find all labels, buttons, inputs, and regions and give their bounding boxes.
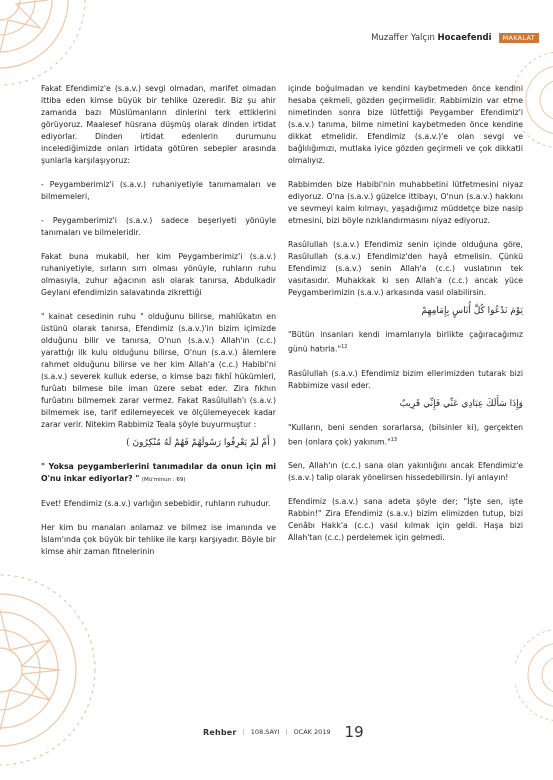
paragraph: Rabbimden bize Habibi'nin muhabbetini lütfetmesini niyaz ediyoruz. O'na (s.a.v.) güzelce ittibayı, O'nun (s.a.v.) hakkını ve sevmeyi kaim kılmayı, yaşadığımız müddetçe bize nasip etmesini, bizi böyle nzıklandırmasını niyaz ediyoruz.: [288, 180, 523, 225]
author-first-name: Muzaffer Yalçın: [371, 33, 435, 43]
magazine-logo: Rehber: [203, 727, 237, 737]
paragraph: Her kim bu manaları anlamaz ve bilmez ise imanında ve İslam'ında çok büyük bir tehlike ile karşı karşıyadır. Böyle bir kimse ahir zaman fitnelerinin: [41, 523, 276, 556]
page-header: [371, 33, 539, 43]
paragraph: Evet! Efendimiz (s.a.v.) varlığın sebebidir, ruhların ruhudur.: [41, 499, 271, 508]
page-footer: [203, 723, 364, 741]
mandala-ornament-bottom-left: [0, 560, 110, 780]
author-last-name: Hocaefendi: [437, 33, 492, 43]
mandala-ornament-right-bottom: [515, 620, 553, 730]
verse-translation: [288, 422, 523, 449]
divider: |: [242, 728, 245, 736]
paragraph: Fakat buna mukabil, her kim Peygamberimiz'i (s.a.v.) ruhaniyetiyle, sırların sırrı olması yönüyle, ruhların ruhu olmasıyla, zuhur ağacının aslı olarak tanırsa, Abdulkadir Geylani efendimizin salavatında zikrettiği: [41, 252, 276, 297]
paragraph: içinde boğulmadan ve kendini kaybetmeden önce kendini hesaba çekmeli, gözden geçirmelidir. Rabbimizin var etme nimetinden sonra bize lütfettiği Peygamber Efendimiz'i (s.a.v.) tanıma, bilme nimetini kaybetmeden önce kendine dikkat etmelidir. Efendimiz (s.a.v.)'e olan sevgi ve bağlılığımızı, mutlaka iyice gözden geçirmeli ve çok dikkatli olmalıyız.: [288, 84, 523, 165]
paragraph: Rasûlullah (s.a.v.) Efendimiz senin içinde olduğuna göre, Rasûlullah (s.a.v.) Efendimiz'den hayâ etmelisin. Çünkü Efendimiz (s.a.v.) senin Allah'a (c.c.) vuslatının tek vasıtasıdır. Muhakkak ki sen Allah'a (c.c.) ancak yüce Peygamberimizin (s.a.v.) arkasında vasıl olabilirsin.: [288, 240, 523, 297]
issue-date: OCAK 2019: [293, 728, 331, 736]
verse-source: (Mü'minun : 69): [141, 477, 186, 483]
arabic-verse: وَإِذَا سَأَلَكَ عِبَادِي عَنِّي فَإِنِّي قَرِيبٌ: [399, 398, 523, 409]
paragraph: Efendimiz (s.a.v.) sana adeta şöyle der; "İşte sen, işte Rabbin!" Zira Efendimiz (s.a.v.) bizim elimizden tutup, bizi Cenâbı Hakk'a (c.c.) vasıl kılmak için geldi. Haşa bizi Allah'tan (c.c.) perdelemek için gelmedi.: [288, 497, 523, 543]
arabic-verse: يَوْمَ نَدْعُوا كُلَّ أُنَاسٍ بِإِمَامِهِمْ: [421, 306, 523, 316]
verse-translation: [288, 329, 523, 356]
page-number: 19: [344, 723, 364, 741]
arabic-verse: ( أَمْ لَمْ يَعْرِفُوا رَسُولَهُمْ فَهُمْ لَهُ مُنْكِرُونَ ): [126, 438, 276, 448]
section-badge: MAKALAT: [499, 33, 539, 43]
verse-translation-text: "Kulların, beni senden sorarlarsa, (bilsinler ki), gerçekten ben (onlara çok) yakınım.": [288, 422, 523, 447]
paragraph: Rasûlullah (s.a.v.) Efendimiz bizim ellerimizden tutarak bizi Rabbimize vasıl eder.: [288, 368, 523, 390]
left-column: [41, 83, 276, 570]
footnote-ref: 13: [390, 436, 398, 443]
verse-translation-text: "Bütün insanları kendi imamlarıyla birlikte çağıracağımız günü hatırla.": [288, 330, 523, 354]
author-name: [371, 33, 491, 43]
right-column: [288, 83, 523, 556]
footnote-ref: 12: [341, 344, 348, 350]
paragraph: " kainat cesedinin ruhu " olduğunu bilirse, mahlûkatın en üstünü olarak tanırsa, Efendimiz (s.a.v.)'in bizim içimizde olduğunu bilir ve tanırsa, O'nun (s.a.v.) Allah'ın (c.c.) yarattığı ilk kulu olduğunu bilirse, O'nun (s.a.v.) âlemlere rahmet olduğunu bilirse ve her kim Allah'a (c.c.) Habibi'ni (s.a.v.) severek kulluk ederse, o kimse bazı fıkhî hükümleri, furûatı bilmese bile iman üzere sebat eder. Zira fıkhın furûatını bilmemek zarar vermez. Fakat Rasûlullah'ı (s.a.v.) bilmemek ise, tarif edilemeyecek ve ölçülemeyecek kadar zarar verir. Nitekim Rabbimiz Teala şöyle buyurmuştur :: [41, 312, 276, 429]
paragraph: Fakat Efendimiz'e (s.a.v.) sevgi olmadan, marifet olmadan ittiba eden kimse büyük bir tehlike üzeredir. Biz şu ahir zamanda bazı Müslümanların dinlerini terk ettiklerini görüyoruz. Maalesef hüsrana düşmüş olarak dinden irtidat ediyorlar. Dinden irtidat edenlerin durumunu incelediğimizde onları irtidata götüren sebepler arasında şunlarla karşılaşıyoruz:: [41, 84, 276, 165]
paragraph: - Peygamberimiz'i (s.a.v.) sadece beşeriyeti yönüyle tanımaları ve bilmeleridir.: [41, 216, 276, 237]
paragraph: - Peygamberimiz'i (s.a.v.) ruhaniyetiyle tanımamaları ve bilmemeleri,: [41, 180, 276, 201]
verse-translation: [41, 461, 276, 486]
verse-translation-text: " Yoksa peygamberlerini tanımadılar da onun için mi O'nu inkar ediyorlar? ": [41, 462, 276, 483]
paragraph: Sen, Allah'ın (c.c.) sana olan yakınlığını ancak Efendimiz'e (s.a.v.) talip olarak yönelirsen hissedebilirsin. İyi anlayın!: [288, 461, 523, 483]
divider: |: [285, 728, 288, 736]
issue-number: 108.SAYI: [250, 728, 280, 736]
